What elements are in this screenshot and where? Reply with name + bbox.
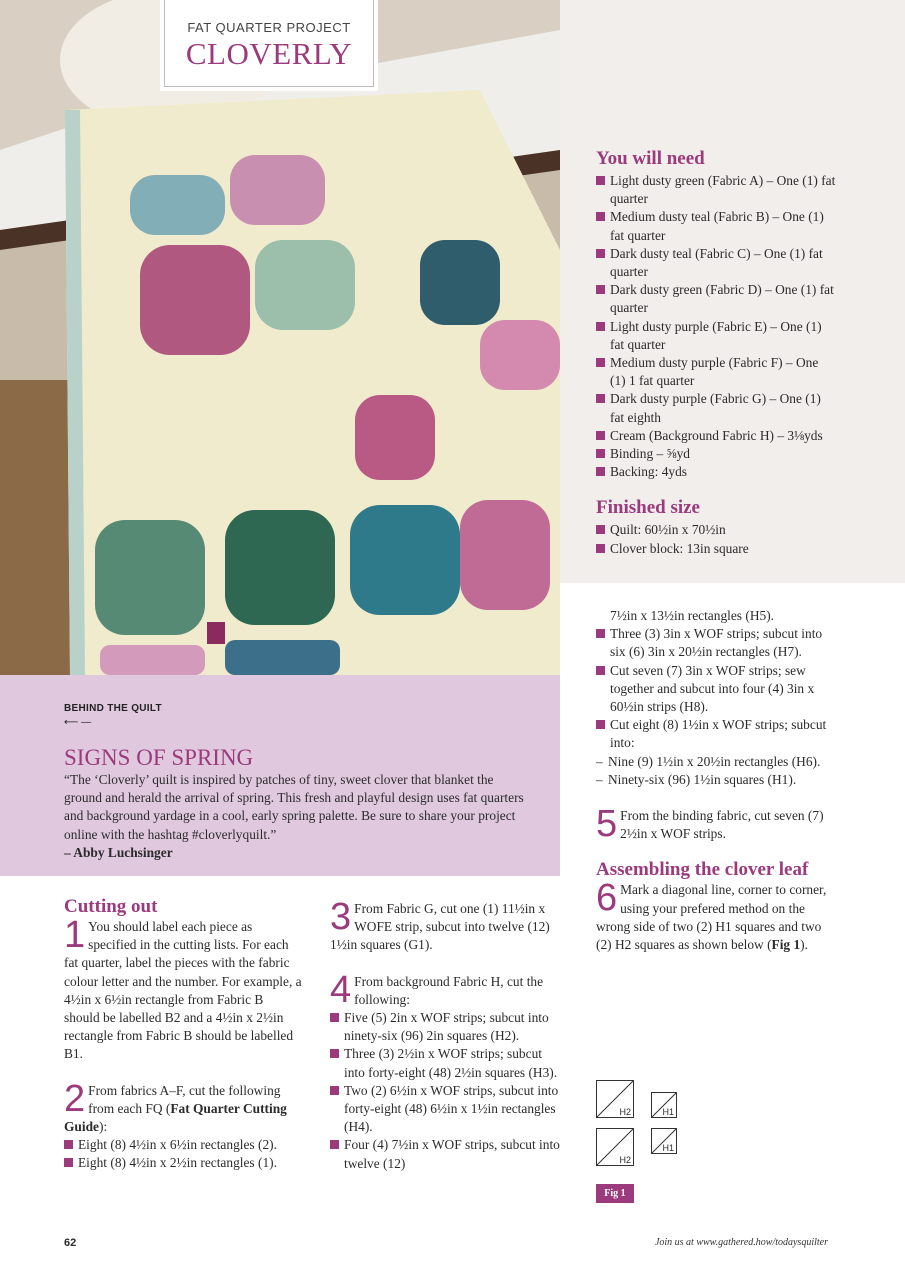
list-item: Cut seven (7) 3in x WOF strips; sew together and subcut into four (4) 3in x 60½in strips (H8).	[596, 662, 830, 717]
quilt-illustration	[0, 0, 560, 675]
step-text: From background Fabric H, cut the following:	[354, 973, 544, 1007]
square-label: H1	[662, 1107, 674, 1117]
step-number: 3	[330, 896, 352, 938]
quilt-photo	[0, 0, 560, 675]
list-item: Medium dusty teal (Fabric B) – One (1) fat quarter	[596, 208, 836, 244]
list-item: Three (3) 3in x WOF strips; subcut into six (6) 3in x 20½in rectangles (H7).	[596, 625, 830, 661]
finished-size-list	[596, 521, 836, 557]
list-item: Dark dusty purple (Fabric G) – One (1) fat eighth	[596, 390, 836, 426]
project-kicker: FAT QUARTER PROJECT	[187, 20, 351, 35]
list-item: – Ninety-six (96) 1½in squares (H1).	[596, 771, 830, 789]
list-item: Quilt: 60½in x 70½in	[596, 521, 836, 539]
footer-link[interactable]: Join us at www.gathered.how/todaysquilter	[654, 1237, 828, 1248]
h1-square	[651, 1092, 677, 1118]
step-text-bold: Fig 1	[771, 937, 801, 953]
arrow-icon: ⟵ —	[64, 717, 92, 728]
page-number: 62	[64, 1237, 77, 1249]
list-item: Medium dusty purple (Fabric F) – One (1) 1 fat quarter	[596, 354, 836, 390]
square-label: H2	[619, 1155, 631, 1165]
step-6	[596, 877, 830, 954]
list-item: Light dusty purple (Fabric E) – One (1) fat quarter	[596, 318, 836, 354]
behind-title: SIGNS OF SPRING	[64, 745, 254, 770]
step-text: From the binding fabric, cut seven (7) 2½in x WOF strips.	[620, 808, 824, 842]
h-cut-list	[596, 625, 830, 752]
list-item: Backing: 4yds	[596, 463, 836, 481]
h2-square	[596, 1128, 634, 1166]
cutting-out-heading: Cutting out	[64, 896, 158, 917]
step-number: 6	[596, 877, 618, 920]
step-number: 5	[596, 803, 618, 846]
list-item: Dark dusty teal (Fabric C) – One (1) fat quarter	[596, 245, 836, 281]
cutting-column	[64, 898, 302, 1173]
step-4	[330, 968, 562, 1011]
list-item: Light dusty green (Fabric A) – One (1) fat quarter	[596, 172, 836, 208]
step-3	[330, 896, 562, 955]
step-4-list	[330, 1009, 562, 1173]
list-item: Five (5) 2in x WOF strips; subcut into ninety-six (96) 2in squares (H2).	[330, 1009, 562, 1045]
list-item: Three (3) 2½in x WOF strips; subcut into forty-eight (48) 2½in squares (H3).	[330, 1045, 562, 1081]
figure-caption: Fig 1	[596, 1184, 634, 1203]
list-item: Cream (Background Fabric H) – 3⅛yds	[596, 427, 836, 445]
list-item: Eight (8) 4½in x 6½in rectangles (2).	[64, 1136, 302, 1154]
continued-text: 7½in x 13½in rectangles (H5).	[610, 608, 774, 623]
step-2	[64, 1077, 302, 1137]
step-number: 2	[64, 1077, 86, 1120]
cutting-column-2	[330, 896, 562, 1173]
materials-panel	[560, 0, 905, 583]
step-number: 4	[330, 968, 352, 1011]
step-text: From Fabric G, cut one (1) 11½in x WOFE strip, subcut into twelve (12) 1½in squares (G1).	[330, 901, 550, 953]
step-text-bold: Fat Quarter Cutting Guide	[64, 1100, 287, 1135]
assembling-heading: Assembling the clover leaf	[596, 859, 809, 881]
subcut-list	[596, 753, 830, 789]
step-5	[596, 803, 830, 846]
square-label: H2	[619, 1107, 631, 1117]
list-item: Clover block: 13in square	[596, 540, 836, 558]
list-item: – Nine (9) 1½in x 20½in rectangles (H6).	[596, 753, 830, 771]
step-number: 1	[64, 914, 86, 956]
step-2-list	[64, 1136, 302, 1172]
list-item: Two (2) 6½in x WOF strips, subcut into forty-eight (48) 6½in x 1½in rectangles (H4).	[330, 1082, 562, 1137]
list-item: Cut eight (8) 1½in x WOF strips; subcut into:	[596, 716, 830, 752]
project-title: CLOVERLY	[185, 36, 353, 71]
materials-list	[596, 172, 836, 481]
finished-size-heading: Finished size	[596, 497, 700, 519]
list-item: Dark dusty green (Fabric D) – One (1) fat quarter	[596, 281, 836, 317]
step-text: From fabrics A–F, cut the following from each FQ (	[88, 1082, 281, 1116]
step-1	[64, 914, 302, 1064]
title-box	[164, 0, 374, 87]
list-item: Binding – ⅝yd	[596, 445, 836, 463]
step-text: You should label each piece as specified in the cutting lists. For each fat quarter, label the pieces with the fabric colour letter and the number. For example, a 4½in x 6½in rectangle from Fabric B should be labelled B2 and a 4½in x 2½in rectangle from Fabric B should be labelled B1.	[64, 919, 302, 1062]
h2-square	[596, 1080, 634, 1118]
behind-kicker: BEHIND THE QUILT	[64, 703, 162, 714]
step-text: Mark a diagonal line, corner to corner, using your prefered method on the wrong side of two (2) H1 squares and two (2) H2 squares as shown below (	[596, 882, 827, 953]
cutting-column-3	[596, 607, 830, 954]
square-label: H1	[662, 1143, 674, 1153]
figure-1	[596, 1078, 686, 1168]
step-text: ).	[800, 937, 808, 953]
designer-quote: “The ‘Cloverly’ quilt is inspired by patches of tiny, sweet clover that blanket the ground and herald the arrival of spring. This fresh and playful design uses fat quarters and background yardage in a cool, early spring palette. Be sure to share your project online with the hashtag #cloverlyquilt.”	[64, 772, 524, 842]
step-text: ):	[98, 1119, 108, 1135]
you-will-need-heading: You will need	[596, 148, 705, 169]
behind-the-quilt-band	[0, 675, 560, 876]
h1-square	[651, 1128, 677, 1154]
designer-name: – Abby Luchsinger	[64, 845, 173, 860]
list-item: Eight (8) 4½in x 2½in rectangles (1).	[64, 1154, 302, 1172]
list-item: Four (4) 7½in x WOF strips, subcut into twelve (12)	[330, 1136, 562, 1172]
